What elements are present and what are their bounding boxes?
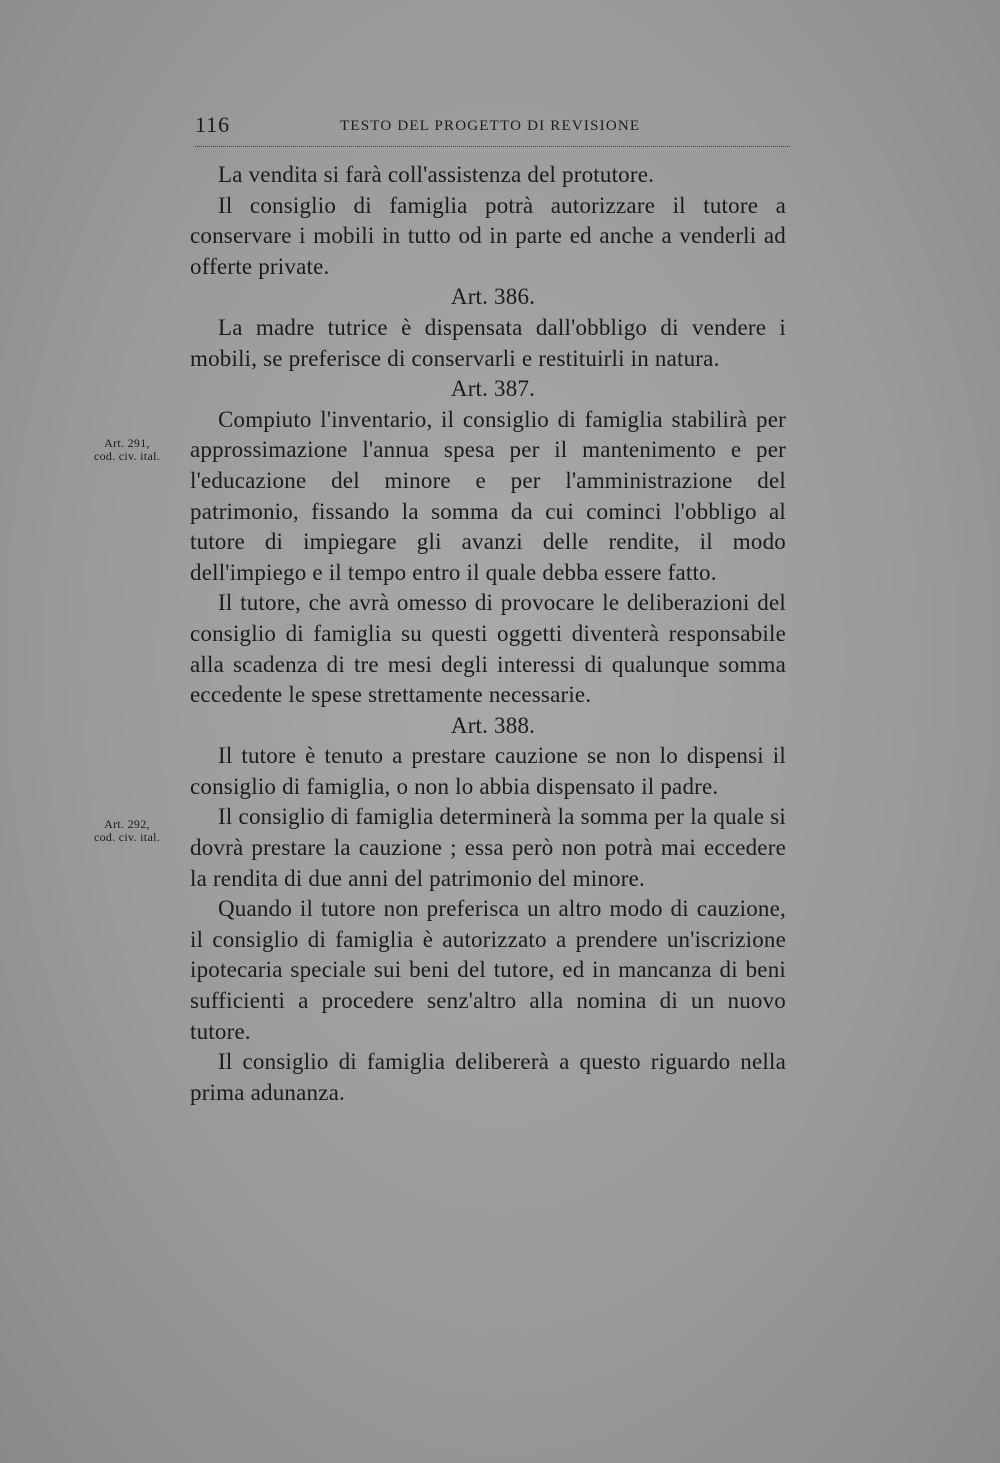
article-heading-387: Art. 387. <box>450 376 536 402</box>
article-heading-386: Art. 386. <box>450 284 536 310</box>
paragraph: Compiuto l'inventario, il consiglio di famiglia stabilirà per approssimazione l'annua spesa per il mantenimento e per l'educazione del minore e per l'amministrazione del patrimonio, fissando la somma da cui cominci l'obbligo al tutore di impiegare gli avanzi delle rendite, il modo dell'impiego e il tempo entro il quale debba essere fatto. <box>190 406 786 585</box>
margin-note-art-292 <box>72 818 182 844</box>
page-header <box>195 112 790 147</box>
paragraph: Il tutore è tenuto a prestare cauzione se non lo dispensi il consiglio di famiglia, o non lo abbia dispensato il padre. <box>190 743 786 799</box>
paragraph: Il consiglio di famiglia determinerà la somma per la quale si dovrà prestare la cauzione ; essa però non potrà mai eccedere la rendita di due anni del patrimonio del minore. <box>190 804 786 891</box>
margin-note-line: cod. civ. ital. <box>93 830 161 844</box>
article-heading-388: Art. 388. <box>450 712 536 738</box>
paragraph: Il consiglio di famiglia potrà autorizzare il tutore a conservare i mobili in tutto od in parte ed anche a venderli ad offerte private. <box>190 192 786 279</box>
paragraph: Il consiglio di famiglia delibererà a questo riguardo nella prima adunanza. <box>190 1049 786 1105</box>
page-number: 116 <box>195 112 231 137</box>
margin-note-art-291 <box>72 437 182 463</box>
body-text <box>190 160 786 1108</box>
margin-note-line: Art. 291, <box>104 436 150 450</box>
margin-note-line: Art. 292, <box>104 817 150 831</box>
paragraph: Quando il tutore non preferisca un altro modo di cauzione, il consiglio di famiglia è autorizzato a prendere un'iscrizione ipotecaria speciale sui beni del tutore, ed in mancanza di beni sufficienti a procedere senz'altro alla nomina di un nuovo tutore. <box>190 896 786 1044</box>
paragraph: Il tutore, che avrà omesso di provocare le deliberazioni del consiglio di famiglia su questi oggetti diventerà responsabile alla scadenza di tre mesi degli interessi di qualunque somma eccedente le spese strettamente necessarie. <box>190 590 786 708</box>
paragraph: La vendita si farà coll'assistenza del protutore. <box>218 162 655 187</box>
running-title: TESTO DEL PROGETTO DI REVISIONE <box>340 118 641 134</box>
margin-note-line: cod. civ. ital. <box>93 449 161 463</box>
paragraph: La madre tutrice è dispensata dall'obbligo di vendere i mobili, se preferisce di conservarli e restituirli in natura. <box>190 314 786 371</box>
